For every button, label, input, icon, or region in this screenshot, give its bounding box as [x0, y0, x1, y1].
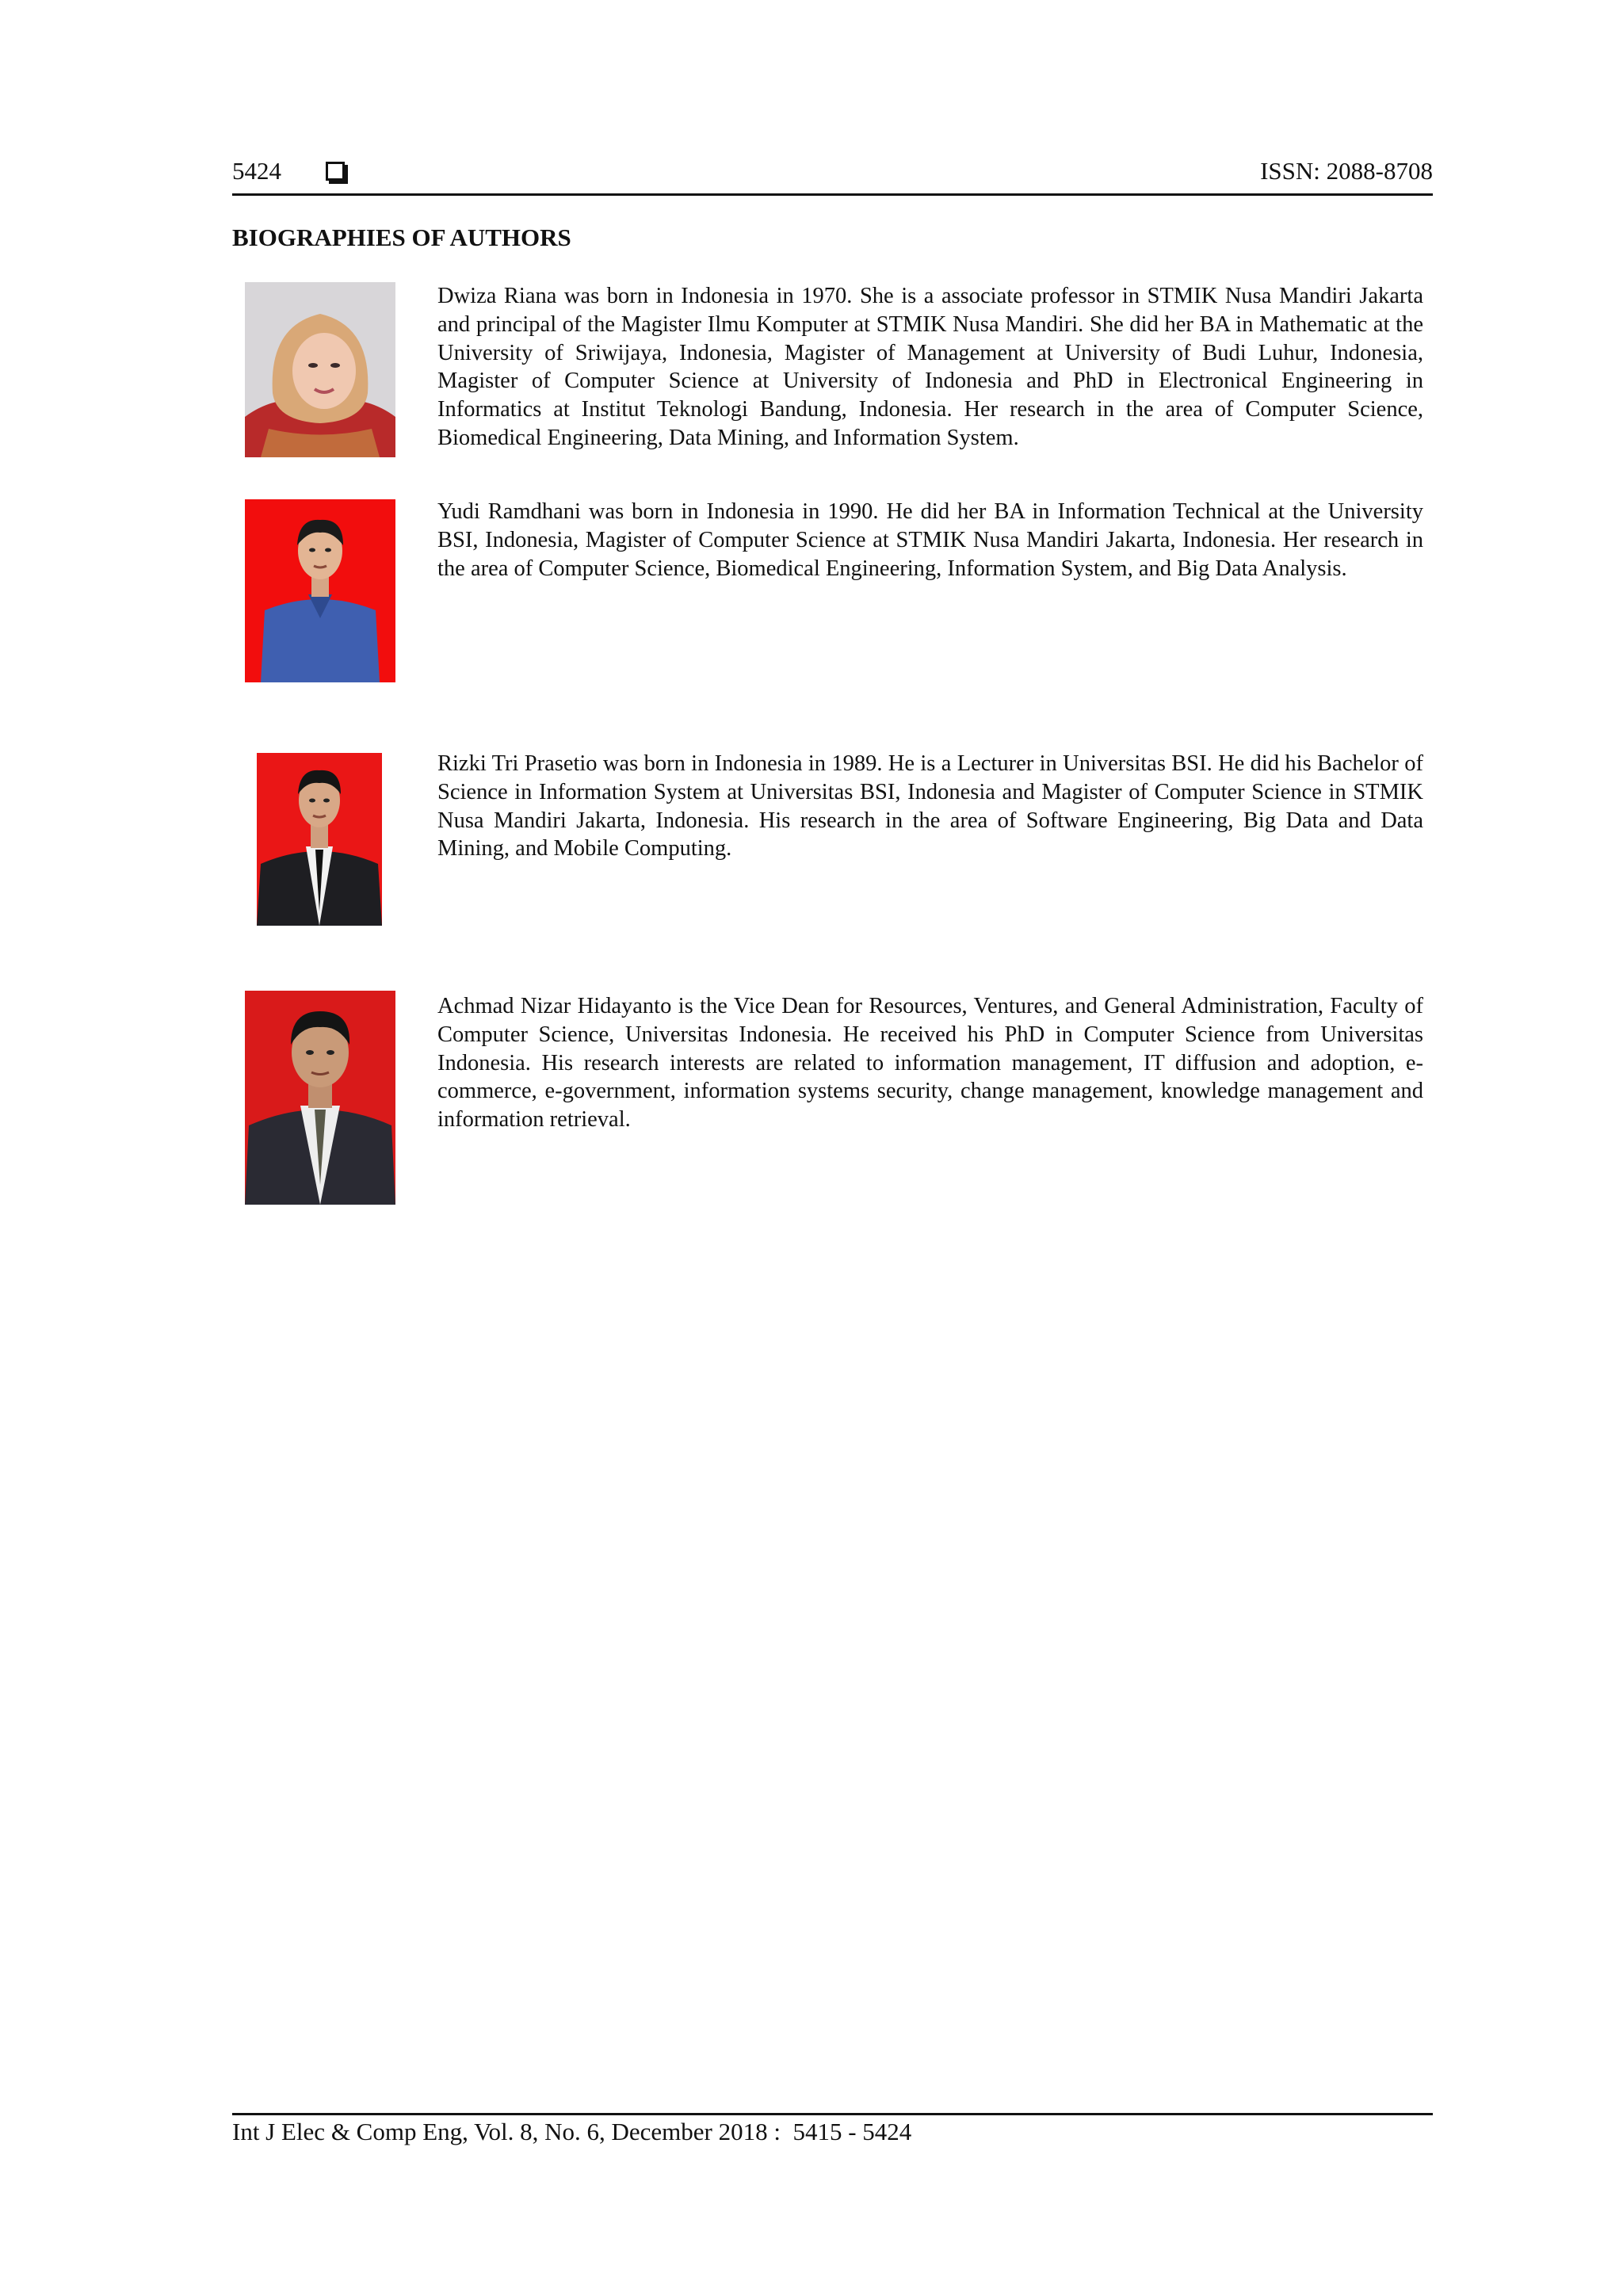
author-photo [245, 991, 395, 1205]
header-rule [232, 193, 1433, 196]
author-bio-text: Dwiza Riana was born in Indonesia in 1970. She is a associate professor in STMIK Nusa Mandiri Jakarta and principal of the Magister Ilmu Komputer at STMIK Nusa Mandiri. She did her BA in Mathematic at the University of Sriwijaya, Indonesia, Magister of Management at University of Budi Luhur, Indonesia, Magister of Computer Science at University of Indonesia and PhD in Electronical Engineering in Informatics at Institut Teknologi Bandung, Indonesia. Her research in the area of Computer Science, Biomedical Engineering, Data Mining, and Information System. [437, 284, 1423, 450]
issn: ISSN: 2088-8708 [1260, 157, 1433, 185]
author-photo [245, 499, 395, 682]
author-photo [257, 753, 382, 926]
section-heading: BIOGRAPHIES OF AUTHORS [232, 223, 571, 251]
author-bio-text: Achmad Nizar Hidayanto is the Vice Dean for Resources, Ventures, and General Administration, Faculty of Computer Science, Universitas Indonesia. He received his PhD in Computer Science from Universitas Indonesia. His research interests are related to information management, IT diffusion and adoption, e-commerce, e-government, information systems security, change management, knowledge management and information retrieval. [437, 994, 1423, 1133]
author-bio-text: Rizki Tri Prasetio was born in Indonesia in 1989. He is a Lecturer in Universitas BSI. He did his Bachelor of Science in Information System at Universitas BSI, Indonesia and Magister of Computer Science in STMIK Nusa Mandiri Jakarta, Indonesia. His research in the area of Software Engineering, Big Data and Data Mining, and Mobile Computing. [437, 751, 1423, 861]
author-photo [245, 282, 395, 457]
page-header [232, 155, 1433, 195]
page-number: 5424 [232, 157, 281, 185]
author-photo-portrait [245, 499, 395, 682]
footer-citation: Int J Elec & Comp Eng, Vol. 8, No. 6, December 2018 : 5415 - 5424 [232, 2118, 912, 2145]
author-photo-portrait [257, 753, 382, 926]
checkbox-square-icon [326, 162, 345, 181]
author-photo-portrait [245, 282, 395, 457]
author-bio-text: Yudi Ramdhani was born in Indonesia in 1990. He did her BA in Information Technical at the University BSI, Indonesia, Magister of Computer Science at STMIK Nusa Mandiri Jakarta, Indonesia. Her research in the area of Computer Science, Biomedical Engineering, Information System, and Big Data Analysis. [437, 499, 1423, 581]
author-photo-portrait [245, 991, 395, 1205]
footer-rule [232, 2113, 1433, 2115]
